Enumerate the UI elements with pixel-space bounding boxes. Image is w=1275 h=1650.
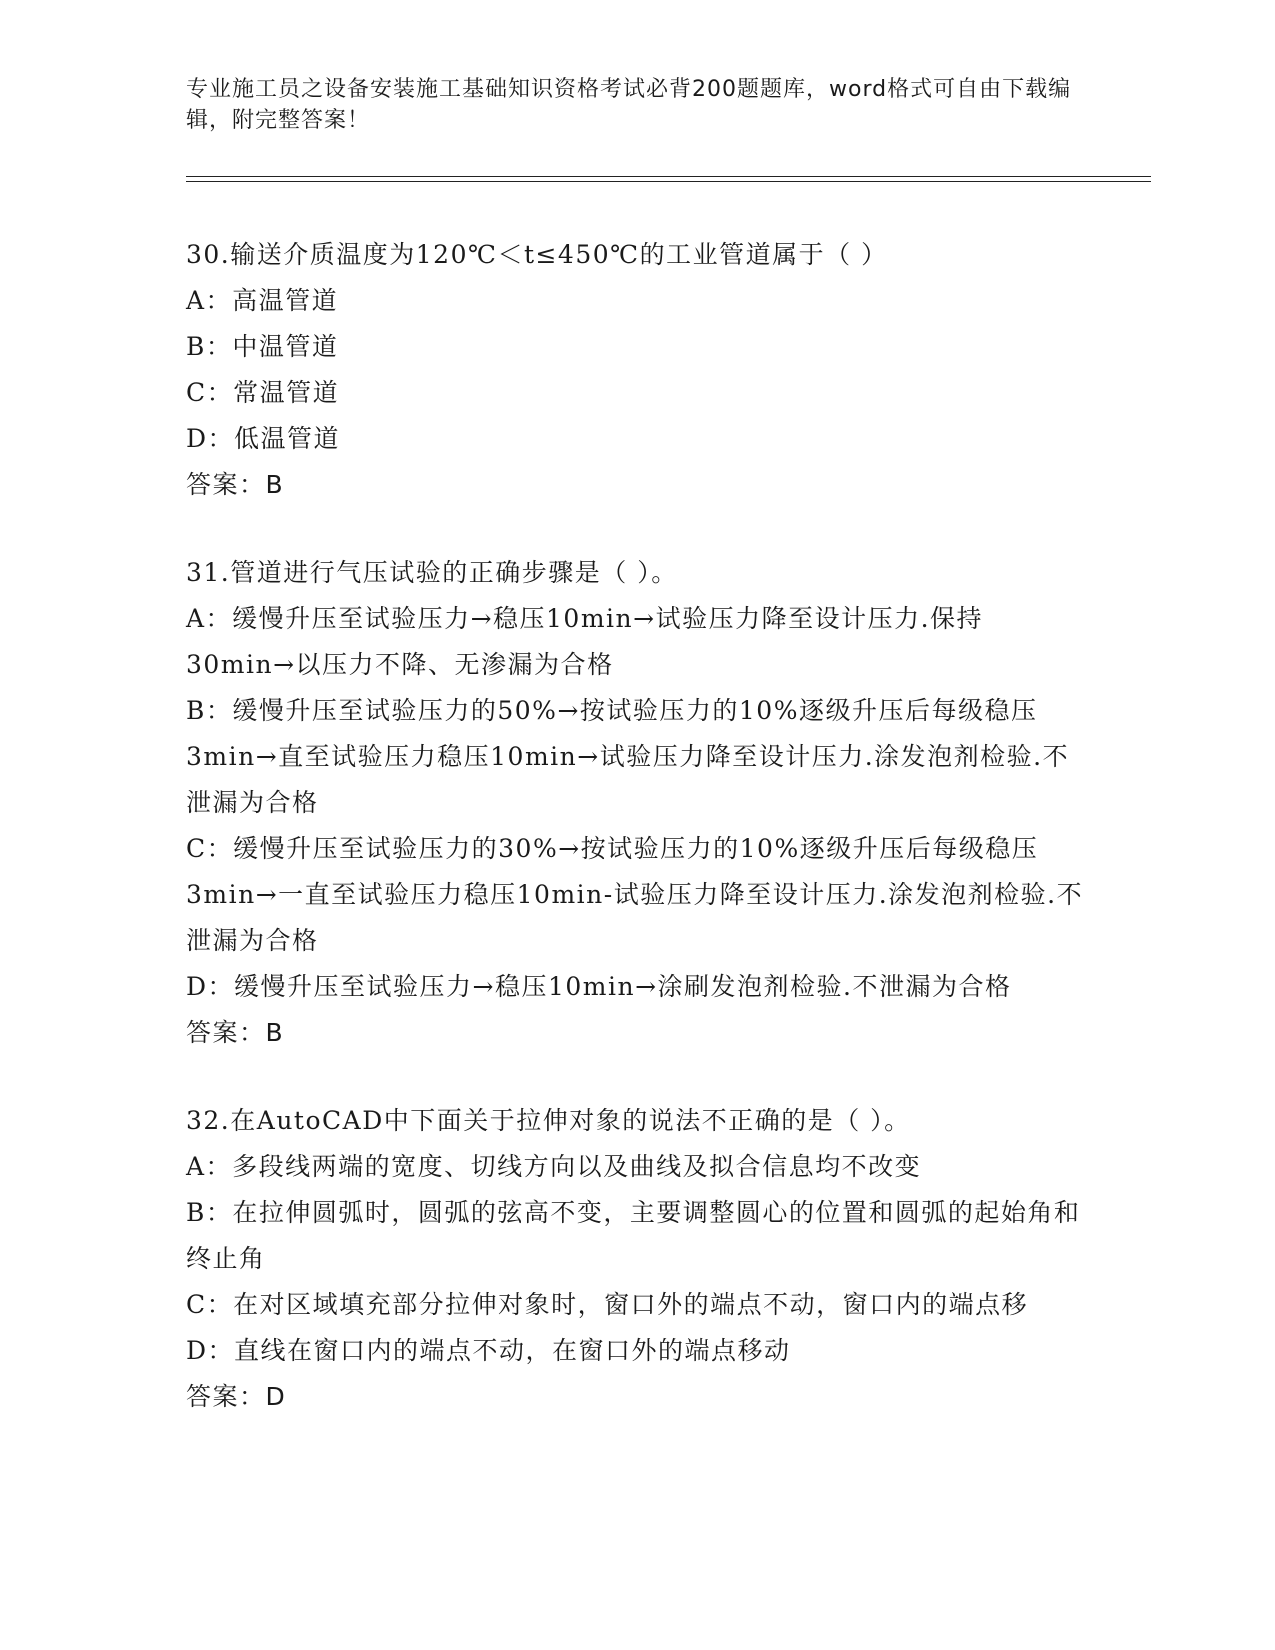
- answer-line: 答案：B: [186, 1018, 285, 1047]
- question-31: [186, 550, 1086, 1056]
- option-c: [186, 370, 1086, 416]
- option-text: 低温管道: [234, 424, 341, 453]
- answer-line: 答案：B: [186, 470, 285, 499]
- option-a: [186, 596, 1086, 688]
- option-text: 在对区域填充部分拉伸对象时，窗口外的端点不动，窗口内的端点移: [233, 1290, 1029, 1319]
- header-title: 专业施工员之设备安装施工基础知识资格考试必背200题题库，word格式可自由下载编辑，附完整答案！: [186, 77, 1072, 133]
- option-text: 缓慢升压至试验压力的30%→按试验压力的10%逐级升压后每级稳压3min→一直至试验压力稳压10min-试验压力降至设计压力.涂发泡剂检验.不泄漏为合格: [186, 834, 1084, 955]
- question-30: [186, 232, 1086, 508]
- option-a: [186, 1144, 1086, 1190]
- option-label: D：: [186, 424, 235, 453]
- option-text: 常温管道: [233, 378, 340, 407]
- option-text: 缓慢升压至试验压力→稳压10min→涂刷发泡剂检验.不泄漏为合格: [234, 972, 1012, 1001]
- option-label: D：: [186, 1336, 235, 1365]
- question-stem: 30.输送介质温度为120℃＜t≤450℃的工业管道属于（ ）: [186, 240, 888, 269]
- option-label: D：: [186, 972, 235, 1001]
- document-header: [186, 74, 1076, 136]
- answer-line: 答案：D: [186, 1382, 287, 1411]
- option-d: [186, 416, 1086, 462]
- option-text: 中温管道: [232, 332, 339, 361]
- option-d: [186, 1328, 1086, 1374]
- option-text: 直线在窗口内的端点不动，在窗口外的端点移动: [234, 1336, 791, 1365]
- option-text: 多段线两端的宽度、切线方向以及曲线及拟合信息均不改变: [232, 1152, 922, 1181]
- option-text: 缓慢升压至试验压力→稳压10min→试验压力降至设计压力.保持30min→以压力不降、无渗漏为合格: [186, 604, 984, 679]
- option-label: A：: [186, 286, 233, 315]
- option-b: [186, 1190, 1086, 1282]
- option-label: B：: [186, 696, 233, 725]
- option-text: 缓慢升压至试验压力的50%→按试验压力的10%逐级升压后每级稳压3min→直至试验压力稳压10min→试验压力降至设计压力.涂发泡剂检验.不泄漏为合格: [186, 696, 1070, 817]
- option-text: 高温管道: [232, 286, 339, 315]
- option-label: C：: [186, 1290, 234, 1319]
- question-list: [186, 232, 1086, 1462]
- option-d: [186, 964, 1086, 1010]
- option-a: [186, 278, 1086, 324]
- header-rule-top: [186, 176, 1151, 177]
- option-b: [186, 688, 1086, 826]
- option-label: B：: [186, 1198, 233, 1227]
- option-c: [186, 1282, 1086, 1328]
- option-label: C：: [186, 834, 234, 863]
- option-label: A：: [186, 1152, 233, 1181]
- header-rule-bottom: [186, 181, 1151, 182]
- question-stem: 32.在AutoCAD中下面关于拉伸对象的说法不正确的是（ ）。: [186, 1106, 911, 1135]
- option-label: B：: [186, 332, 233, 361]
- option-text: 在拉伸圆弧时，圆弧的弦高不变，主要调整圆心的位置和圆弧的起始角和终止角: [186, 1198, 1081, 1273]
- question-32: [186, 1098, 1086, 1420]
- question-stem: 31.管道进行气压试验的正确步骤是（ ）。: [186, 558, 678, 587]
- option-b: [186, 324, 1086, 370]
- option-label: A：: [186, 604, 233, 633]
- option-label: C：: [186, 378, 234, 407]
- option-c: [186, 826, 1086, 964]
